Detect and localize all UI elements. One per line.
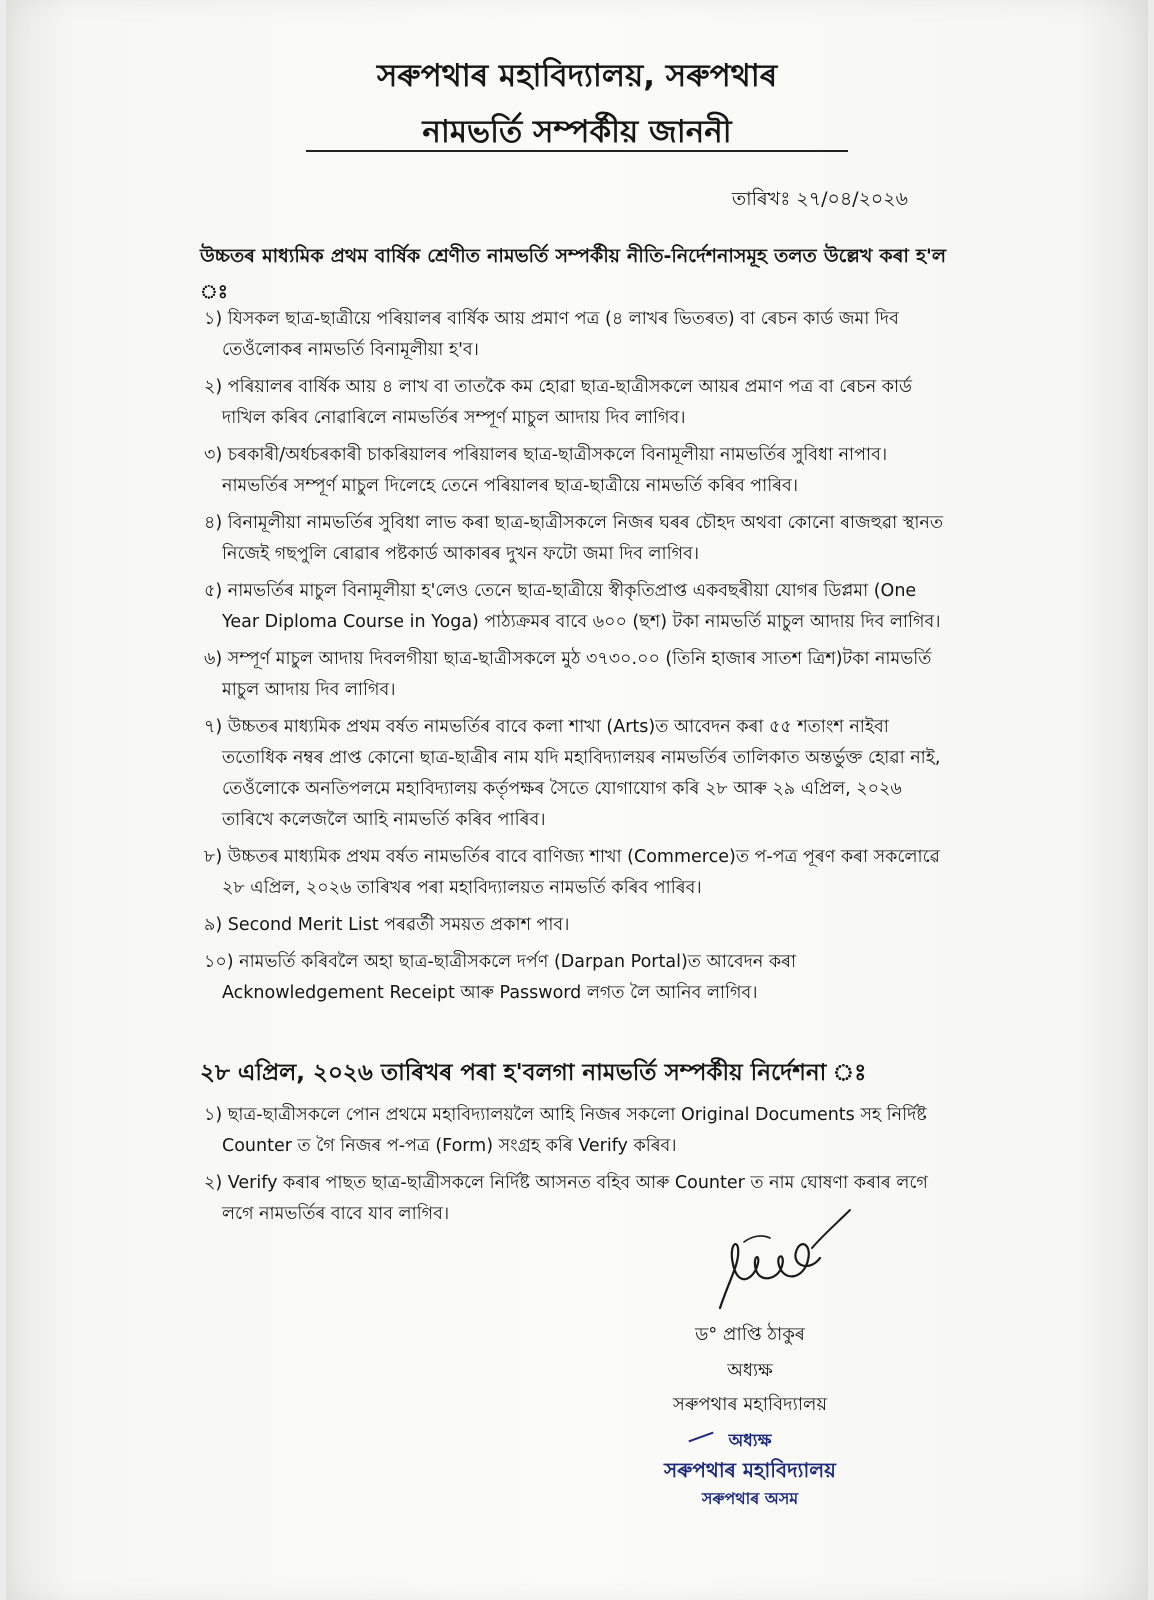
list-item xyxy=(204,576,946,638)
handwritten-signature xyxy=(700,1208,860,1318)
item-number: ১) xyxy=(204,1105,223,1125)
list-item xyxy=(204,508,946,570)
item-text: চৰকাৰী/অৰ্ধচৰকাৰী চাকৰিয়ালৰ পৰিয়ালৰ ছাত্ৰ-ছাত্ৰীসকলে বিনামূলীয়া নামভৰ্তিৰ সুবিধা নাপাব। নামভৰ্তিৰ সম্পূৰ্ণ মাচুল দিলেহে তেনে পৰিয়ালৰ ছাত্ৰ-ছাত্ৰীয়ে নামভৰ্তি কৰিব পাৰিব। xyxy=(222,445,888,496)
college-title: সৰুপথাৰ মহাবিদ্যালয়, সৰুপথাৰ xyxy=(376,58,778,94)
item-number: ৪) xyxy=(204,513,223,533)
date-value: ২৭/০৪/২০২৬ xyxy=(796,188,908,210)
list-item xyxy=(204,910,946,941)
instruction-list xyxy=(204,304,946,1015)
stamp-institution: সৰুপথাৰ মহাবিদ্যালয় xyxy=(664,1458,836,1482)
signatory-name: ড° প্ৰাপ্তি ঠাকুৰ xyxy=(695,1324,805,1345)
item-number: ৯) xyxy=(204,915,223,935)
item-number: ৭) xyxy=(204,717,223,737)
list-item xyxy=(204,440,946,502)
item-text: ছাত্ৰ-ছাত্ৰীসকলে পোন প্ৰথমে মহাবিদ্যালয়লৈ আহি নিজৰ সকলো Original Documents সহ নিৰ্দিষ্ট Counter ত গৈ নিজৰ প-পত্ৰ (Form) সংগ্ৰহ কৰি Verify কৰিব। xyxy=(222,1105,927,1156)
item-text: Second Merit List পৰৱৰ্তী সময়ত প্ৰকাশ পাব। xyxy=(227,915,570,935)
item-text: উচ্চতৰ মাধ্যমিক প্ৰথম বৰ্ষত নামভৰ্তিৰ বাবে কলা শাখা (Arts)ত আবেদন কৰা ৫৫ শতাংশ নাইবা ততোধিক নম্বৰ প্ৰাপ্ত কোনো ছাত্ৰ-ছাত্ৰীৰ নাম যদি মহাবিদ্যালয়ৰ নামভৰ্তিৰ তালিকাত অন্তৰ্ভুক্ত হোৱা নাই, তেওঁলোকে অনতিপলমে মহাবিদ্যালয় কৰ্তৃপক্ষৰ সৈতে যোগাযোগ কৰি ২৮ আৰু ২৯ এপ্ৰিল, ২০২৬ তাৰিখে কলেজলৈ আহি নামভৰ্তি কৰিব পাৰিব। xyxy=(222,717,941,830)
item-text: যিসকল ছাত্ৰ-ছাত্ৰীয়ে পৰিয়ালৰ বাৰ্ষিক আয় প্ৰমাণ পত্ৰ (৪ লাখৰ ভিতৰত) বা ৰেচন কাৰ্ড জমা দিব তেওঁলোকৰ নামভৰ্তি বিনামূলীয়া হ'ব। xyxy=(222,309,899,360)
title-underline xyxy=(306,150,848,152)
item-text: Verify কৰাৰ পাছত ছাত্ৰ-ছাত্ৰীসকলে নিৰ্দিষ্ট আসনত বহিব আৰু Counter ত নাম ঘোষণা কৰাৰ লগে লগে নামভৰ্তিৰ বাবে যাব লাগিব। xyxy=(222,1173,928,1224)
item-number: ৮) xyxy=(204,847,223,867)
signatory-designation: অধ্যক্ষ xyxy=(727,1360,773,1381)
notice-title: নামভৰ্তি সম্পৰ্কীয় জাননী xyxy=(422,114,732,150)
item-number: ৬) xyxy=(204,649,223,669)
item-number: ১) xyxy=(204,309,223,329)
item-number: ২) xyxy=(204,1173,223,1193)
list-item xyxy=(204,712,946,836)
list-item xyxy=(204,1100,946,1162)
section-heading: ২৮ এপ্ৰিল, ২০২৬ তাৰিখৰ পৰা হ'বলগা নামভৰ্তি সম্পৰ্কীয় নিৰ্দেশনা ঃ xyxy=(200,1060,867,1086)
item-number: ১০) xyxy=(204,952,234,972)
stamp-designation: অধ্যক্ষ xyxy=(728,1431,772,1451)
notice-date xyxy=(732,185,908,217)
list-item xyxy=(204,304,946,366)
item-text: বিনামূলীয়া নামভৰ্তিৰ সুবিধা লাভ কৰা ছাত্ৰ-ছাত্ৰীসকলে নিজৰ ঘৰৰ চৌহদ অথবা কোনো ৰাজহুৱা স্থানত নিজেই গছপুলি ৰোৱাৰ পষ্টকাৰ্ড আকাৰৰ দুখন ফটো জমা দিব লাগিব। xyxy=(222,513,943,564)
item-number: ৩) xyxy=(204,445,223,465)
signatory-institution: সৰুপথাৰ মহাবিদ্যালয় xyxy=(672,1394,828,1415)
item-number: ৫) xyxy=(204,581,223,601)
stamp-place: সৰুপথাৰ অসম xyxy=(701,1489,799,1508)
item-text: পৰিয়ালৰ বাৰ্ষিক আয় ৪ লাখ বা তাতকৈ কম হোৱা ছাত্ৰ-ছাত্ৰীসকলে আয়ৰ প্ৰমাণ পত্ৰ বা ৰেচন কাৰ্ড দাখিল কৰিব নোৱাৰিলে নামভৰ্তিৰ সম্পূৰ্ণ মাচুল আদায় দিব লাগিব। xyxy=(222,377,912,428)
date-label: তাৰিখঃ xyxy=(731,188,791,210)
item-text: উচ্চতৰ মাধ্যমিক প্ৰথম বৰ্ষত নামভৰ্তিৰ বাবে বাণিজ্য শাখা (Commerce)ত প-পত্ৰ পূৰণ কৰা সকলোৱে ২৮ এপ্ৰিল, ২০২৬ তাৰিখৰ পৰা মহাবিদ্যালয়ত নামভৰ্তি কৰিব পাৰিব। xyxy=(222,847,940,898)
list-item xyxy=(204,644,946,706)
item-number: ২) xyxy=(204,377,223,397)
intro-paragraph: উচ্চতৰ মাধ্যমিক প্ৰথম বাৰ্ষিক শ্ৰেণীত নামভৰ্তি সম্পৰ্কীয় নীতি-নিৰ্দেশনাসমূহ তলত উল্লেখ কৰা হ'ল ঃ xyxy=(200,245,946,303)
list-item xyxy=(204,372,946,434)
item-text: সম্পূৰ্ণ মাচুল আদায় দিবলগীয়া ছাত্ৰ-ছাত্ৰীসকলে মুঠ ৩৭৩০.০০ (তিনি হাজাৰ সাতশ ত্ৰিশ)টকা নামভৰ্তি মাচুল আদায় দিব লাগিব। xyxy=(222,649,932,700)
item-text: নামভৰ্তিৰ মাচুল বিনামূলীয়া হ'লেও তেনে ছাত্ৰ-ছাত্ৰীয়ে স্বীকৃতিপ্ৰাপ্ত একবছৰীয়া যোগৰ ডিপ্লমা (One Year Diploma Course in Yoga) পাঠ্যক্ৰমৰ বাবে ৬০০ (ছশ) টকা নামভৰ্তি মাচুল আদায় দিব লাগিব। xyxy=(222,581,941,632)
item-text: নামভৰ্তি কৰিবলৈ অহা ছাত্ৰ-ছাত্ৰীসকলে দৰ্পণ (Darpan Portal)ত আবেদন কৰা Acknowledgement Receipt আৰু Password লগত লৈ আনিব লাগিব। xyxy=(222,952,797,1003)
list-item xyxy=(204,947,946,1009)
list-item xyxy=(204,842,946,904)
